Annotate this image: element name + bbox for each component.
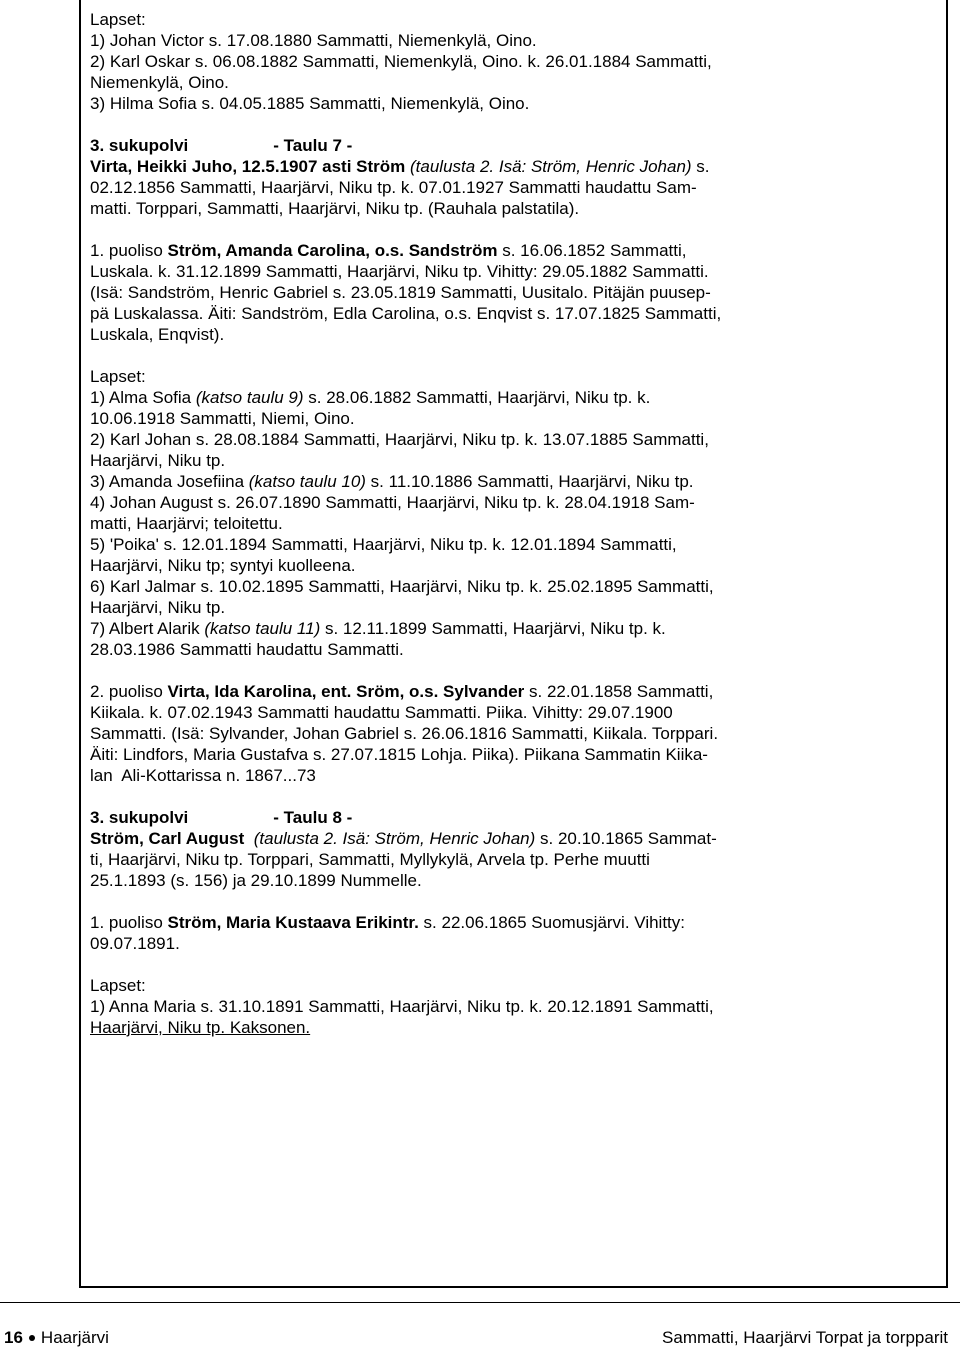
page-footer: [0, 1328, 960, 1350]
child-entry: matti, Haarjärvi; teloitettu.: [90, 514, 283, 533]
text-line: 02.12.1856 Sammatti, Haarjärvi, Niku tp. k. 07.01.1927 Sammatti haudattu Sam-: [90, 178, 697, 197]
document-body: [90, 9, 940, 1038]
spouse-heading: 1. puoliso Ström, Amanda Carolina, o.s. Sandström s. 16.06.1852 Sammatti,: [90, 241, 687, 260]
blank-line: [90, 954, 940, 975]
blank-line: [90, 114, 940, 135]
text-line: Luskala. k. 31.12.1899 Sammatti, Haarjärvi, Niku tp. Vihitty: 29.05.1882 Sammatti.: [90, 262, 709, 281]
footer-publication: Sammatti, Haarjärvi Torpat ja torpparit: [662, 1328, 948, 1347]
heading-children: Lapset:: [90, 976, 146, 995]
blank-line: [90, 786, 940, 807]
footer-left: [4, 1328, 109, 1348]
child-entry: Haarjärvi, Niku tp.: [90, 598, 226, 617]
text-line: (Isä: Sandström, Henric Gabriel s. 23.05.1819 Sammatti, Uusitalo. Pitäjän puusep-: [90, 283, 711, 302]
blank-line: [90, 660, 940, 681]
child-entry: 6) Karl Jalmar s. 10.02.1895 Sammatti, Haarjärvi, Niku tp. k. 25.02.1895 Sammatti,: [90, 577, 714, 596]
text-line: Kiikala. k. 07.02.1943 Sammatti haudattu Sammatti. Piika. Vihitty: 29.07.1900: [90, 703, 673, 722]
bullet-icon: [29, 1335, 35, 1341]
child-entry: 3) Amanda Josefiina (katso taulu 10) s. 11.10.1886 Sammatti, Haarjärvi, Niku tp.: [90, 472, 694, 491]
person-heading: Ström, Carl August (taulusta 2. Isä: Ström, Henric Johan) s. 20.10.1865 Sammat-: [90, 829, 717, 848]
spouse-heading: 2. puoliso Virta, Ida Karolina, ent. Sröm, o.s. Sylvander s. 22.01.1858 Sammatti,: [90, 682, 714, 701]
footer-rule: [0, 1302, 960, 1303]
child-entry: 1) Anna Maria s. 31.10.1891 Sammatti, Haarjärvi, Niku tp. k. 20.12.1891 Sammatti,: [90, 997, 714, 1016]
child-entry: 28.03.1986 Sammatti haudattu Sammatti.: [90, 640, 404, 659]
child-entry: Haarjärvi, Niku tp; syntyi kuolleena.: [90, 556, 356, 575]
blank-line: [90, 219, 940, 240]
page-number: 16: [4, 1328, 23, 1347]
heading-children: Lapset:: [90, 367, 146, 386]
child-entry: 2) Karl Oskar s. 06.08.1882 Sammatti, Niemenkylä, Oino. k. 26.01.1884 Sammatti,: [90, 52, 712, 71]
footer-section: Haarjärvi: [40, 1328, 109, 1347]
child-entry: Haarjärvi, Niku tp.: [90, 451, 226, 470]
heading-children: Lapset:: [90, 10, 146, 29]
text-line: ti, Haarjärvi, Niku tp. Torppari, Sammatti, Myllykylä, Arvela tp. Perhe muutti: [90, 850, 650, 869]
text-line: lan Ali-Kottarissa n. 1867...73: [90, 766, 316, 785]
child-entry: 1) Alma Sofia (katso taulu 9) s. 28.06.1882 Sammatti, Haarjärvi, Niku tp. k.: [90, 388, 651, 407]
person-heading: Virta, Heikki Juho, 12.5.1907 asti Ström (taulusta 2. Isä: Ström, Henric Johan) s.: [90, 157, 710, 176]
generation-heading: 3. sukupolvi - Taulu 8 -: [90, 808, 353, 827]
blank-line: [90, 891, 940, 912]
text-line: Äiti: Lindfors, Maria Gustafva s. 27.07.1815 Lohja. Piika). Piikana Sammatin Kiika-: [90, 745, 708, 764]
child-entry: Niemenkylä, Oino.: [90, 73, 229, 92]
child-entry: 2) Karl Johan s. 28.08.1884 Sammatti, Haarjärvi, Niku tp. k. 13.07.1885 Sammatti,: [90, 430, 709, 449]
text-line: matti. Torppari, Sammatti, Haarjärvi, Niku tp. (Rauhala palstatila).: [90, 199, 580, 218]
child-entry: 7) Albert Alarik (katso taulu 11) s. 12.11.1899 Sammatti, Haarjärvi, Niku tp. k.: [90, 619, 666, 638]
text-line: pä Luskalassa. Äiti: Sandström, Edla Carolina, o.s. Enqvist s. 17.07.1825 Sammatti,: [90, 304, 722, 323]
child-entry: 10.06.1918 Sammatti, Niemi, Oino.: [90, 409, 355, 428]
text-line: Sammatti. (Isä: Sylvander, Johan Gabriel s. 26.06.1816 Sammatti, Kiikala. Torppari.: [90, 724, 719, 743]
text-line: 25.1.1893 (s. 156) ja 29.10.1899 Nummelle.: [90, 871, 422, 890]
generation-heading: 3. sukupolvi - Taulu 7 -: [90, 136, 353, 155]
child-entry: 3) Hilma Sofia s. 04.05.1885 Sammatti, Niemenkylä, Oino.: [90, 94, 530, 113]
child-entry: Haarjärvi, Niku tp. Kaksonen.: [90, 1018, 311, 1037]
spouse-heading: 1. puoliso Ström, Maria Kustaava Erikintr. s. 22.06.1865 Suomusjärvi. Vihitty:: [90, 913, 685, 932]
child-entry: 4) Johan August s. 26.07.1890 Sammatti, Haarjärvi, Niku tp. k. 28.04.1918 Sam-: [90, 493, 695, 512]
child-entry: 5) 'Poika' s. 12.01.1894 Sammatti, Haarjärvi, Niku tp. k. 12.01.1894 Sammatti,: [90, 535, 677, 554]
child-entry: 1) Johan Victor s. 17.08.1880 Sammatti, Niemenkylä, Oino.: [90, 31, 537, 50]
text-line: Luskala, Enqvist).: [90, 325, 225, 344]
blank-line: [90, 345, 940, 366]
text-line: 09.07.1891.: [90, 934, 180, 953]
